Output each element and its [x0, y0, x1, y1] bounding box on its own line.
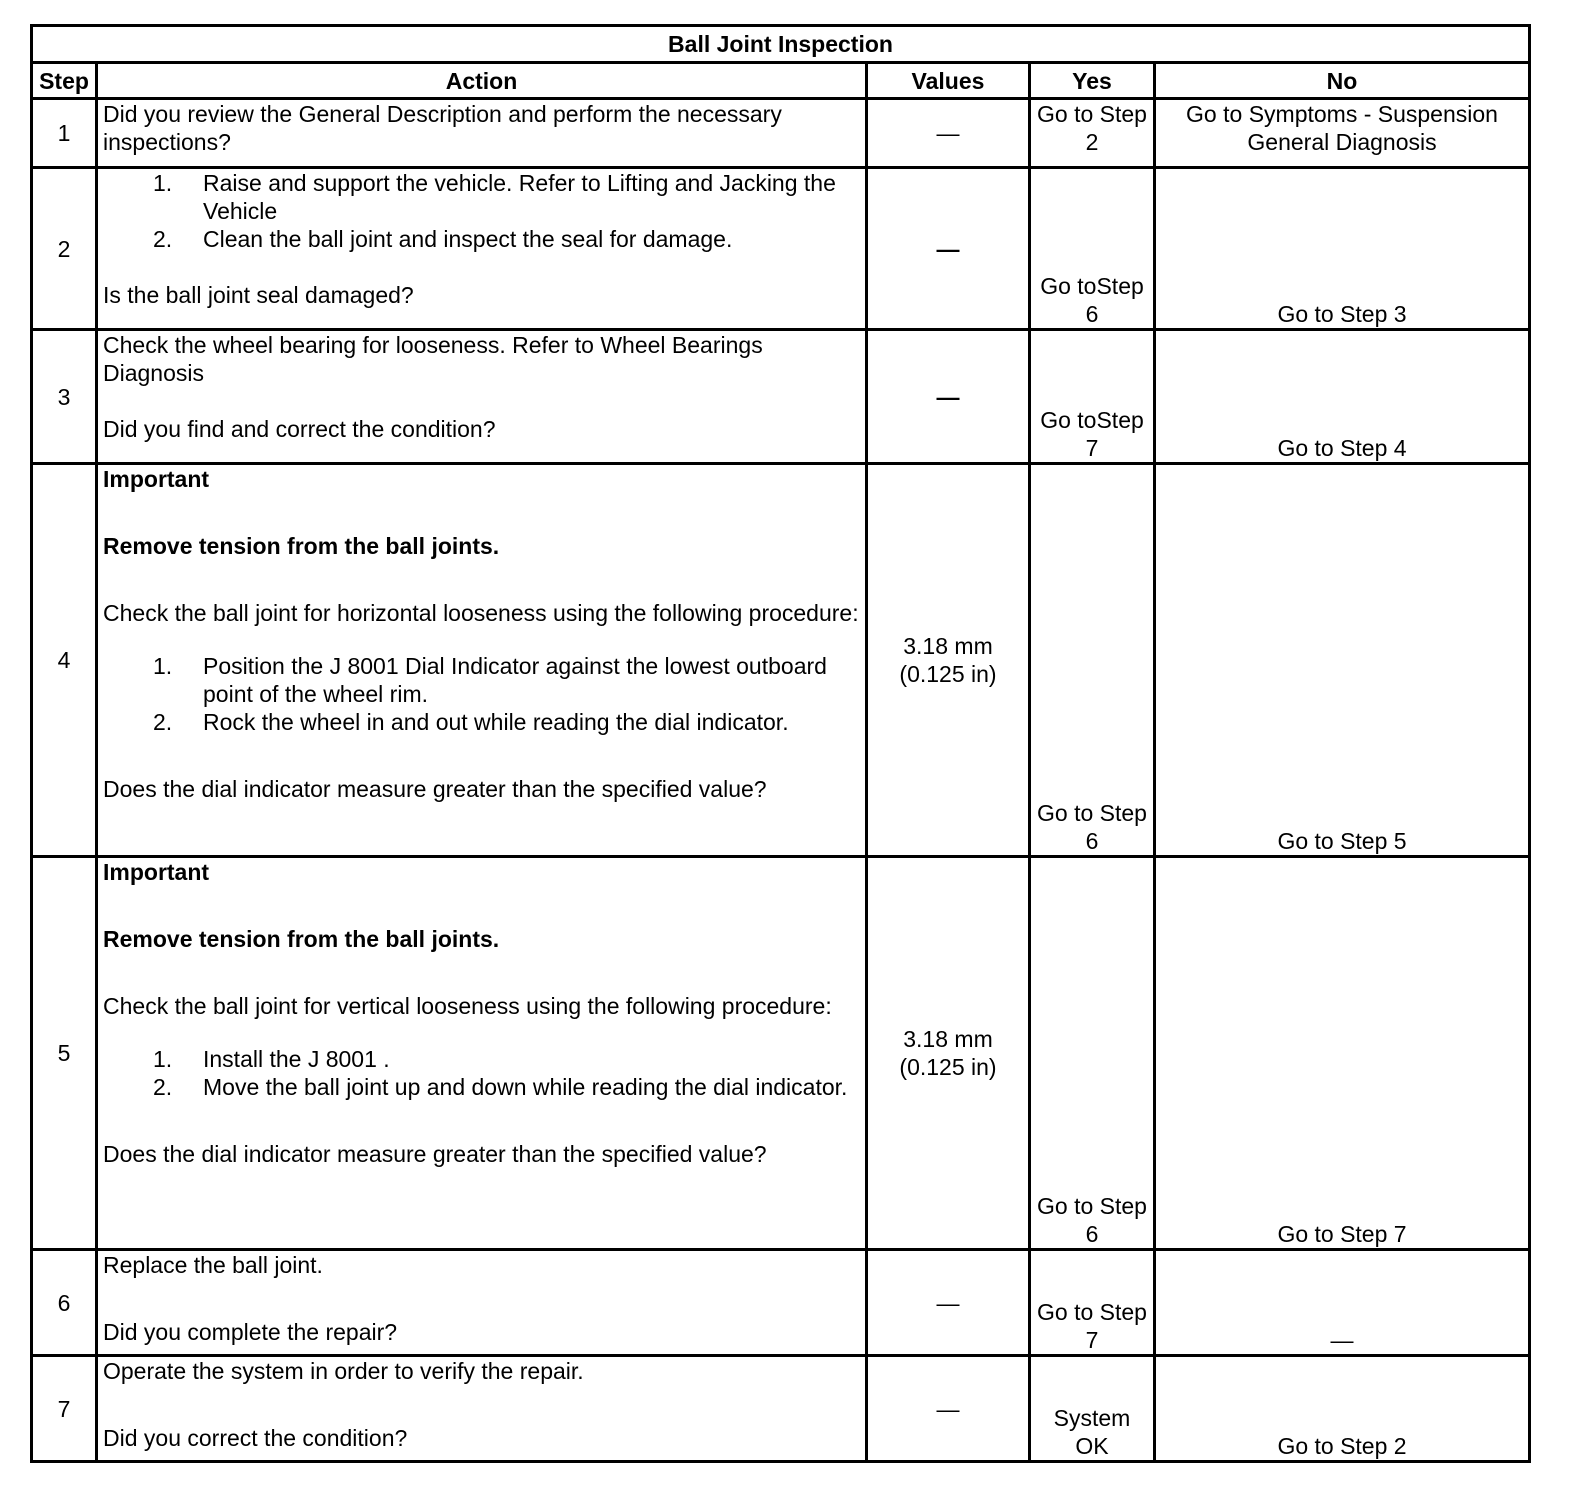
action-cell — [97, 857, 867, 1250]
step-number: 3 — [32, 330, 97, 464]
important-note: Remove tension from the ball joints. — [103, 533, 500, 559]
action-cell — [97, 464, 867, 857]
action-cell — [97, 168, 867, 330]
yes-cell: Go toStep 7 — [1030, 330, 1155, 464]
question-text: Did you complete the repair? — [103, 1319, 398, 1345]
values-cell: — — [867, 1250, 1030, 1356]
yes-cell: Go to Step 7 — [1030, 1250, 1155, 1356]
yes-cell: Go to Step 2 — [1030, 99, 1155, 168]
action-text: Replace the ball joint. — [103, 1252, 323, 1278]
procedure-list — [103, 169, 860, 253]
table-row — [32, 1356, 1530, 1462]
table-row — [32, 330, 1530, 464]
action-text: Did you review the General Description and perform the necessary inspections? — [103, 101, 782, 155]
values-cell: — — [867, 330, 1030, 464]
question-text: Does the dial indicator measure greater than the specified value? — [103, 1141, 767, 1167]
list-item: 2. Move the ball joint up and down while reading the dial indicator. — [153, 1074, 848, 1100]
procedure-list — [103, 652, 860, 736]
action-text: Check the ball joint for horizontal looseness using the following procedure: — [103, 600, 859, 626]
table-header-row — [32, 63, 1530, 99]
action-text: Check the wheel bearing for looseness. Refer to Wheel Bearings Diagnosis — [103, 332, 763, 386]
important-label: Important — [103, 859, 210, 885]
step-number: 5 — [32, 857, 97, 1250]
table-row — [32, 857, 1530, 1250]
values-cell: — — [867, 168, 1030, 330]
no-cell: Go to Step 3 — [1155, 168, 1530, 330]
values-cell: — — [867, 1356, 1030, 1462]
action-cell — [97, 330, 867, 464]
action-text: Check the ball joint for vertical looseness using the following procedure: — [103, 993, 832, 1019]
list-item: 1. Raise and support the vehicle. Refer to Lifting and Jacking the Vehicle — [153, 170, 836, 224]
important-note: Remove tension from the ball joints. — [103, 926, 500, 952]
step-number: 4 — [32, 464, 97, 857]
header-no: No — [1155, 63, 1530, 99]
question-text: Did you correct the condition? — [103, 1425, 408, 1451]
table-title: Ball Joint Inspection — [32, 26, 1530, 63]
table-row — [32, 99, 1530, 168]
list-item: 2. Rock the wheel in and out while reading the dial indicator. — [153, 709, 789, 735]
header-values: Values — [867, 63, 1030, 99]
action-cell — [97, 1356, 867, 1462]
list-item: 1. Position the J 8001 Dial Indicator against the lowest outboard point of the wheel rim. — [153, 653, 827, 707]
no-cell: Go to Step 4 — [1155, 330, 1530, 464]
table-row — [32, 168, 1530, 330]
list-item: 2. Clean the ball joint and inspect the seal for damage. — [153, 226, 733, 252]
ball-joint-inspection-table — [30, 24, 1531, 1463]
action-cell — [97, 1250, 867, 1356]
no-cell: Go to Step 7 — [1155, 857, 1530, 1250]
table-title-row — [32, 26, 1530, 63]
action-cell — [97, 99, 867, 168]
values-cell: — — [867, 99, 1030, 168]
table-row — [32, 1250, 1530, 1356]
list-item: 1. Install the J 8001 . — [153, 1046, 390, 1072]
question-text: Is the ball joint seal damaged? — [103, 282, 414, 308]
values-cell: 3.18 mm (0.125 in) — [867, 857, 1030, 1250]
no-cell: Go to Symptoms - Suspension General Diagnosis — [1155, 99, 1530, 168]
question-text: Does the dial indicator measure greater than the specified value? — [103, 776, 767, 802]
question-text: Did you find and correct the condition? — [103, 416, 496, 442]
step-number: 1 — [32, 99, 97, 168]
important-label: Important — [103, 466, 210, 492]
yes-cell: Go to Step 6 — [1030, 857, 1155, 1250]
yes-cell: Go toStep 6 — [1030, 168, 1155, 330]
header-step: Step — [32, 63, 97, 99]
no-cell: Go to Step 2 — [1155, 1356, 1530, 1462]
header-yes: Yes — [1030, 63, 1155, 99]
no-cell: Go to Step 5 — [1155, 464, 1530, 857]
procedure-list — [103, 1045, 860, 1101]
yes-cell: Go to Step 6 — [1030, 464, 1155, 857]
document-page — [30, 24, 1528, 1463]
action-text: Operate the system in order to verify the repair. — [103, 1358, 584, 1384]
step-number: 6 — [32, 1250, 97, 1356]
step-number: 7 — [32, 1356, 97, 1462]
values-cell: 3.18 mm (0.125 in) — [867, 464, 1030, 857]
yes-cell: System OK — [1030, 1356, 1155, 1462]
header-action: Action — [97, 63, 867, 99]
step-number: 2 — [32, 168, 97, 330]
no-cell: — — [1155, 1250, 1530, 1356]
table-row — [32, 464, 1530, 857]
